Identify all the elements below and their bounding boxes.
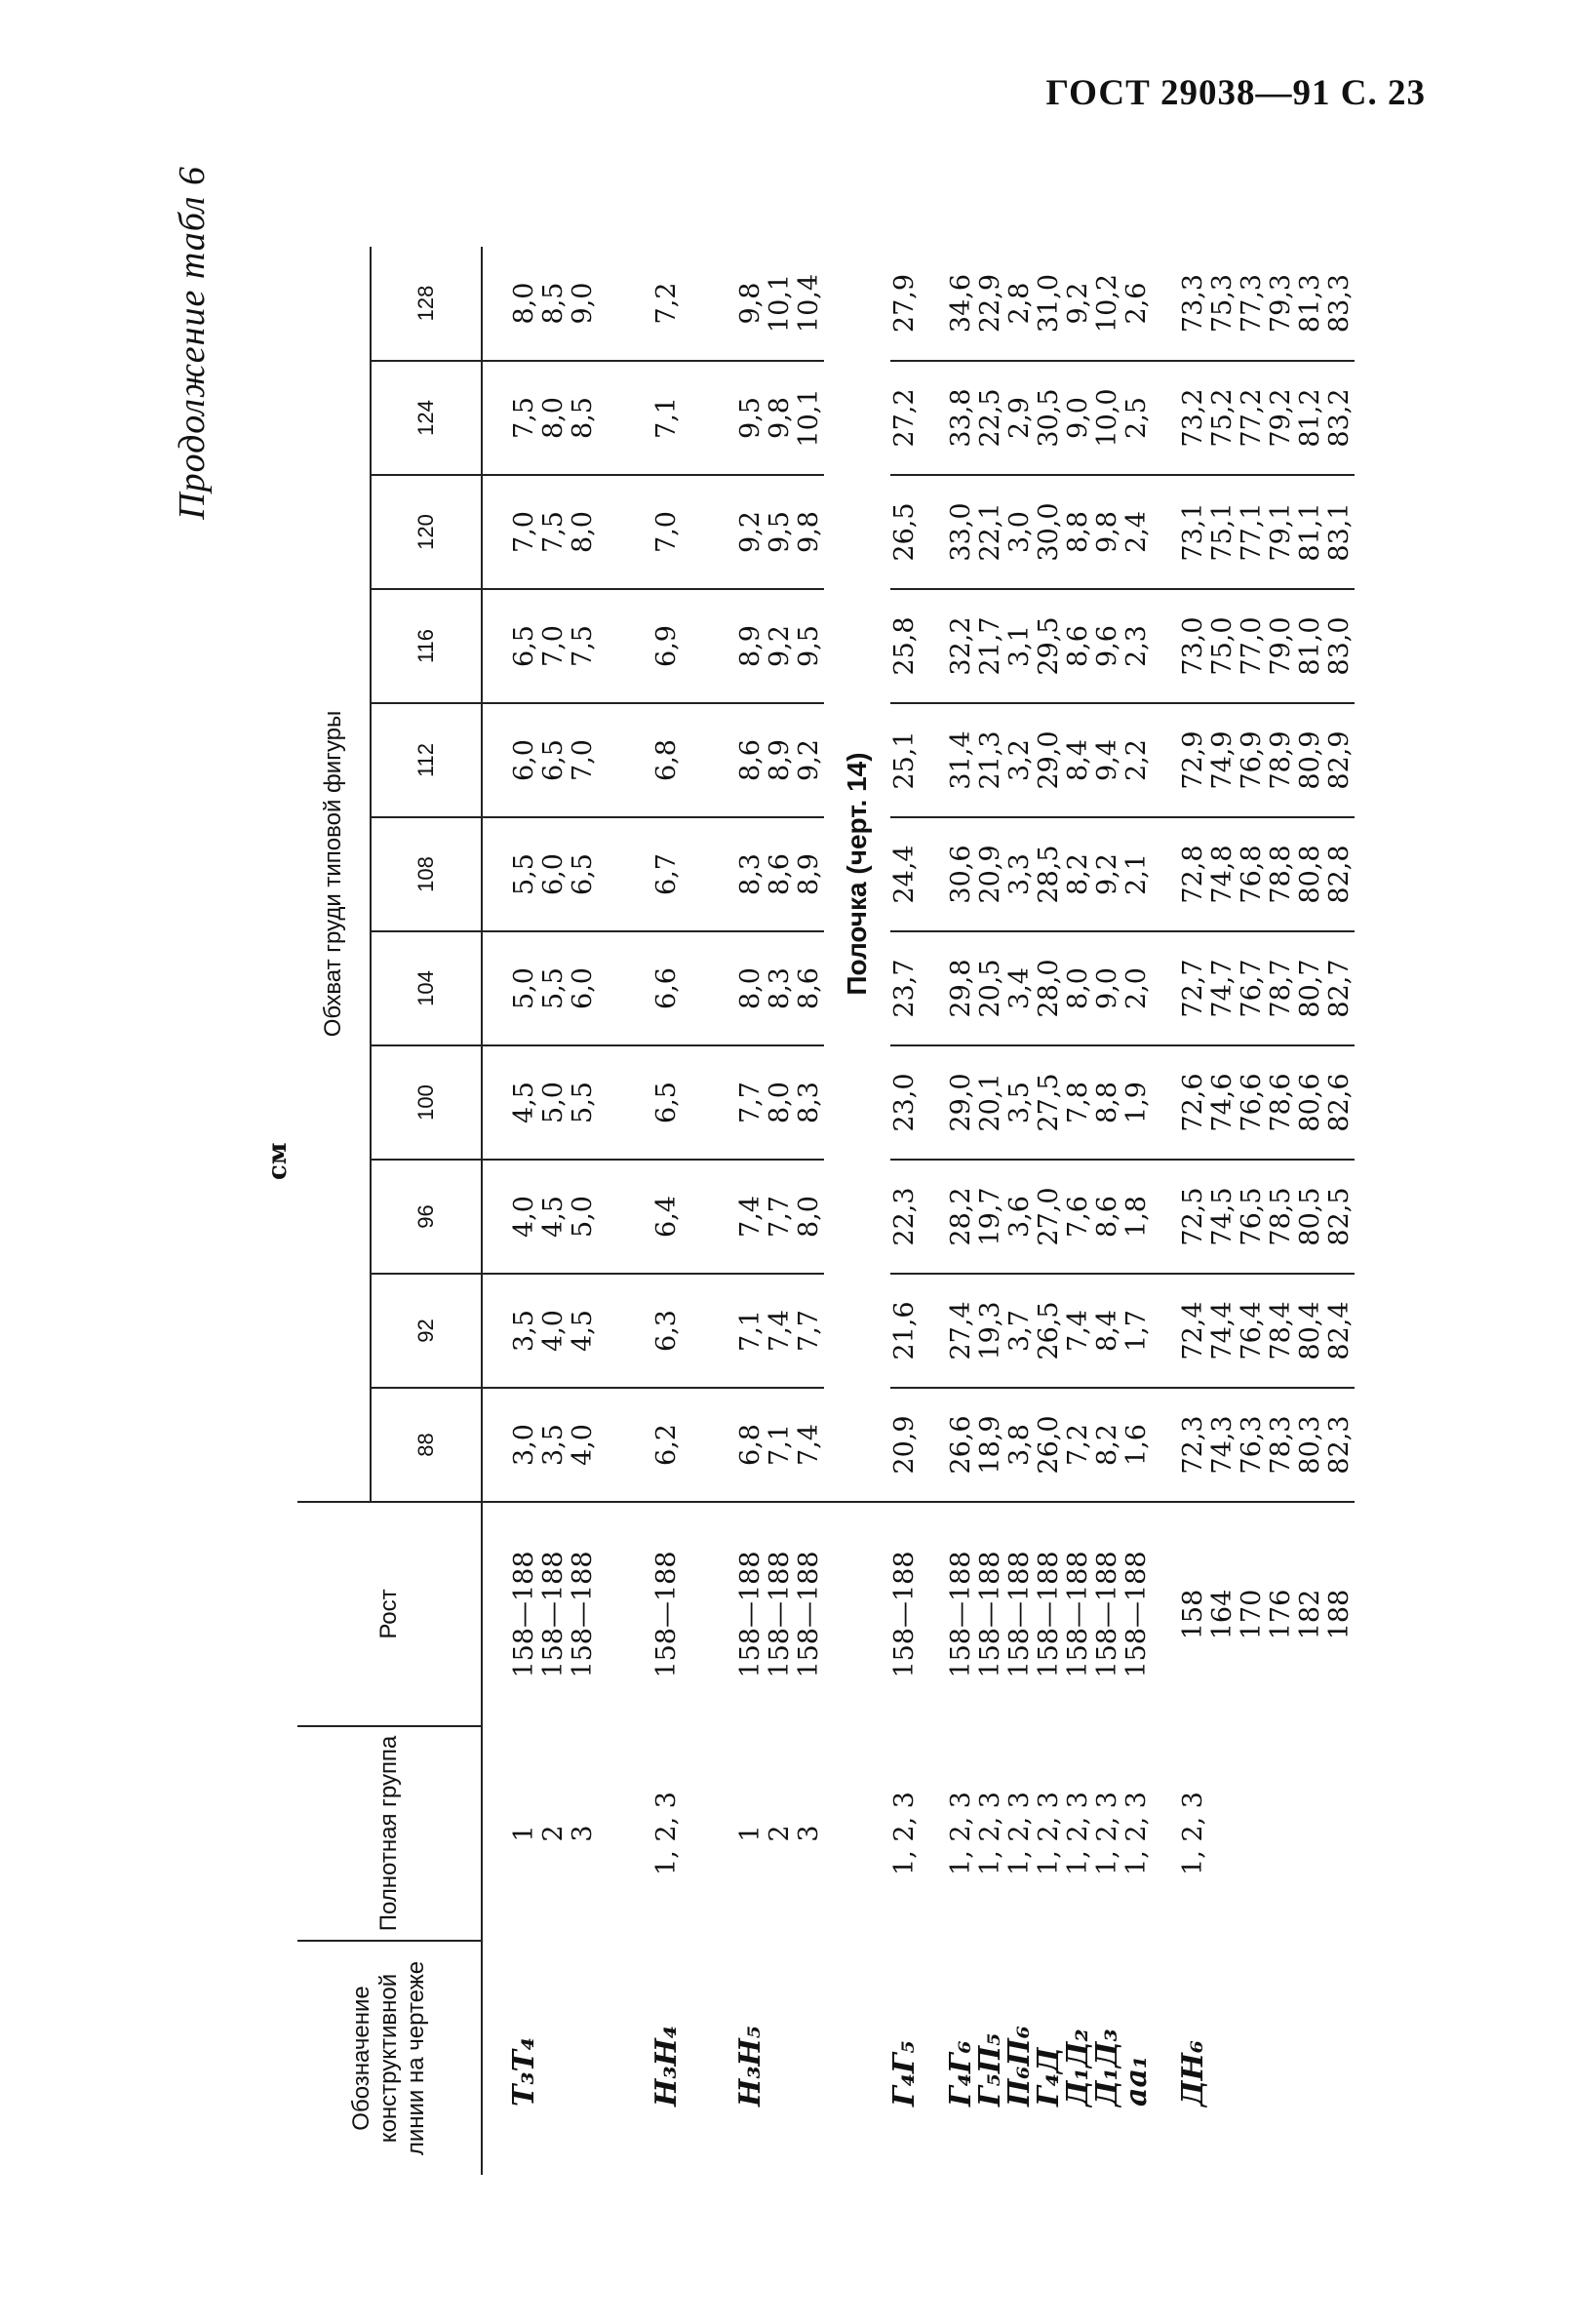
value-cell: 4,0 4,5 5,0 <box>510 1160 598 1274</box>
spacer-cell <box>682 589 709 703</box>
fullness-group: 1 2 3 <box>509 1825 598 1842</box>
value-cell: 73,2 75,2 77,2 79,2 81,2 83,2 <box>1179 361 1355 475</box>
spacer-cell <box>682 1160 709 1274</box>
fullness-group: 1, 2, 3 <box>889 1792 920 1875</box>
fullness-group: 1, 2, 3 1, 2, 3 1, 2, 3 1, 2, 3 1, 2, 3 1, 2, 3 1, 2, 3 <box>946 1792 1152 1875</box>
table-row <box>510 247 598 2175</box>
row-spacer <box>682 247 709 2175</box>
spacer-cell <box>1152 817 1179 931</box>
table-row <box>947 247 1152 2175</box>
value-cell: 6,4 <box>652 1160 682 1274</box>
spacer-cell <box>682 1045 709 1160</box>
spacer-cell <box>709 247 736 361</box>
value-cell: 73,1 75,1 77,1 79,1 81,1 83,1 <box>1179 475 1355 589</box>
measurement-table <box>297 247 1355 2175</box>
spacer-cell <box>1152 1726 1179 1941</box>
value-cell: 7,1 <box>652 361 682 475</box>
spacer-cell <box>482 1274 510 1388</box>
spacer-cell <box>709 1274 736 1388</box>
value-cell: 3,0 3,5 4,0 <box>510 1388 598 1502</box>
value-cell: 25,1 <box>890 703 920 817</box>
spacer-cell <box>709 361 736 475</box>
spacer-cell <box>1152 1941 1179 2175</box>
spacer-cell <box>1152 1045 1179 1160</box>
spacer-cell <box>709 1502 736 1726</box>
line-designation: Г₄Г₆ Г₅П₅ П₆П₆ Г₄Д Д₁Д₂ Д₁Д₃ aa₁ <box>944 2026 1154 2107</box>
value-cell: 6,8 <box>652 703 682 817</box>
table-row <box>890 247 920 2175</box>
value-cell: 6,7 <box>652 817 682 931</box>
spacer-cell <box>625 1502 652 1726</box>
value-cell: 28,2 19,7 3,6 27,0 7,6 8,6 1,8 <box>947 1160 1152 1274</box>
section-title-polochka: Полочка (черт. 14) <box>842 752 872 996</box>
value-cell: 9,8 10,1 10,4 <box>735 273 824 334</box>
spacer-cell <box>625 931 652 1045</box>
spacer-cell <box>920 1941 947 2175</box>
table-row <box>736 247 824 2175</box>
spacer-cell <box>482 1941 510 2175</box>
spacer-cell <box>1152 1274 1179 1388</box>
spacer-cell <box>1152 931 1179 1045</box>
value-cell: 72,7 74,7 76,7 78,7 80,7 82,7 <box>1179 931 1355 1045</box>
table-caption: Продолжение табл 6 <box>172 166 213 520</box>
value-cell: 7,1 7,4 7,7 <box>736 1274 824 1388</box>
value-cell: 5,5 6,0 6,5 <box>510 817 598 931</box>
value-cell: 72,5 74,5 76,5 78,5 80,5 82,5 <box>1179 1160 1355 1274</box>
spacer-cell <box>625 1274 652 1388</box>
row-spacer <box>482 247 510 2175</box>
table-row <box>652 247 682 2175</box>
value-cell: 26,5 <box>890 475 920 589</box>
table-body <box>482 247 1355 2175</box>
value-cell: 34,6 22,9 2,8 31,0 9,2 10,2 2,6 <box>946 273 1152 334</box>
spacer-cell <box>482 703 510 817</box>
spacer-cell <box>682 703 709 817</box>
value-cell: 29,0 20,1 3,5 27,5 7,8 8,8 1,9 <box>947 1045 1152 1160</box>
value-cell: 5,0 5,5 6,0 <box>510 931 598 1045</box>
value-cell: 23,0 <box>890 1045 920 1160</box>
value-cell: 33,8 22,5 2,9 30,5 9,0 10,0 2,5 <box>947 361 1152 475</box>
spacer-cell <box>1152 1388 1179 1502</box>
value-cell: 32,2 21,7 3,1 29,5 8,6 9,6 2,3 <box>947 589 1152 703</box>
spacer-cell <box>920 361 947 475</box>
value-cell: 27,4 19,3 3,7 26,5 7,4 8,4 1,7 <box>947 1274 1152 1388</box>
spacer-cell <box>625 1388 652 1502</box>
size-header: 128 <box>371 247 482 361</box>
section-empty-cell <box>824 1941 890 2175</box>
value-cell: 73,3 75,3 77,3 79,3 81,3 83,3 <box>1178 273 1355 334</box>
rotated-table-page <box>171 146 1429 2175</box>
spacer-cell <box>598 1502 625 1726</box>
spacer-cell <box>482 1502 510 1726</box>
value-cell: 4,5 5,0 5,5 <box>510 1045 598 1160</box>
spacer-cell <box>709 931 736 1045</box>
spacer-cell <box>625 817 652 931</box>
height-range: 158—188 158—188 158—188 <box>510 1502 598 1726</box>
row-spacer <box>920 247 947 2175</box>
line-designation: H₃H₅ <box>733 2026 767 2107</box>
value-cell: 3,5 4,0 4,5 <box>510 1274 598 1388</box>
spacer-cell <box>625 1045 652 1160</box>
spacer-cell <box>598 361 625 475</box>
size-header: 104 <box>371 931 482 1045</box>
spacer-cell <box>709 817 736 931</box>
spacer-cell <box>482 1726 510 1941</box>
spacer-cell <box>598 1941 625 2175</box>
value-cell: 22,3 <box>890 1160 920 1274</box>
value-cell: 72,8 74,8 76,8 78,8 80,8 82,8 <box>1179 817 1355 931</box>
value-cell: 6,5 <box>652 1045 682 1160</box>
value-cell: 8,3 8,6 8,9 <box>736 817 824 931</box>
value-cell: 24,4 <box>890 817 920 931</box>
value-cell: 6,6 <box>652 931 682 1045</box>
table-row <box>1179 247 1355 2175</box>
spacer-cell <box>482 589 510 703</box>
value-cell: 7,5 8,0 8,5 <box>510 361 598 475</box>
row-spacer <box>1152 247 1179 2175</box>
value-cell: 6,3 <box>652 1274 682 1388</box>
line-designation: Г₄Г₅ <box>887 2040 922 2107</box>
value-cell: 7,7 8,0 8,3 <box>736 1045 824 1160</box>
spacer-cell <box>1152 247 1179 361</box>
spacer-cell <box>625 475 652 589</box>
value-cell: 9,5 9,8 10,1 <box>736 361 824 475</box>
spacer-cell <box>598 931 625 1045</box>
value-cell: 8,0 8,5 9,0 <box>509 282 598 325</box>
spacer-cell <box>625 361 652 475</box>
spacer-cell <box>598 1726 625 1941</box>
row-spacer <box>709 247 736 2175</box>
spacer-cell <box>920 475 947 589</box>
spacer-cell <box>1152 475 1179 589</box>
spacer-cell <box>709 1726 736 1941</box>
size-header: 112 <box>371 703 482 817</box>
value-cell: 7,0 <box>652 475 682 589</box>
spacer-cell <box>920 1274 947 1388</box>
spacer-cell <box>682 1502 709 1726</box>
header-group-column: Полнотная группа <box>297 1726 482 1941</box>
spacer-cell <box>709 589 736 703</box>
spacer-cell <box>920 931 947 1045</box>
spacer-cell <box>682 817 709 931</box>
value-cell: 72,9 74,9 76,9 78,9 80,9 82,9 <box>1179 703 1355 817</box>
value-cell: 8,0 8,3 8,6 <box>736 931 824 1045</box>
value-cell: 6,2 <box>652 1388 682 1502</box>
value-cell: 20,9 <box>890 1388 920 1502</box>
spacer-cell <box>709 703 736 817</box>
spacer-cell <box>920 1726 947 1941</box>
page-header: ГОСТ 29038—91 С. 23 <box>1045 73 1426 113</box>
fullness-group: 1, 2, 3 <box>1178 1792 1208 1875</box>
value-cell: 21,6 <box>890 1274 920 1388</box>
spacer-cell <box>598 1274 625 1388</box>
spacer-cell <box>625 1160 652 1274</box>
value-cell: 73,0 75,0 77,0 79,0 81,0 83,0 <box>1179 589 1355 703</box>
size-header: 124 <box>371 361 482 475</box>
section-empty-cell <box>824 1726 890 1941</box>
spacer-cell <box>598 247 625 361</box>
spacer-cell <box>625 1941 652 2175</box>
spacer-cell <box>920 589 947 703</box>
spacer-cell <box>682 361 709 475</box>
value-cell: 31,4 21,3 3,2 29,0 8,4 9,4 2,2 <box>947 703 1152 817</box>
spacer-cell <box>598 1388 625 1502</box>
size-header: 92 <box>371 1274 482 1388</box>
spacer-cell <box>482 247 510 361</box>
value-cell: 7,2 <box>651 282 682 325</box>
spacer-cell <box>920 1502 947 1726</box>
value-cell: 7,4 7,7 8,0 <box>736 1160 824 1274</box>
spacer-cell <box>709 1160 736 1274</box>
height-range: 158—188 <box>652 1502 682 1726</box>
spacer-cell <box>709 475 736 589</box>
unit-label: см <box>263 1142 293 1180</box>
value-cell: 33,0 22,1 3,0 30,0 8,8 9,8 2,4 <box>947 475 1152 589</box>
value-cell: 8,9 9,2 9,5 <box>736 589 824 703</box>
spacer-cell <box>682 1274 709 1388</box>
size-header: 100 <box>371 1045 482 1160</box>
value-cell: 27,9 <box>889 273 920 334</box>
spacer-cell <box>682 247 709 361</box>
value-cell: 72,3 74,3 76,3 78,3 80,3 82,3 <box>1179 1388 1355 1502</box>
value-cell: 6,5 7,0 7,5 <box>510 589 598 703</box>
spacer-cell <box>1152 703 1179 817</box>
section-empty-cell <box>824 1502 890 1726</box>
height-range: 158 164 170 176 182 188 <box>1179 1502 1355 1726</box>
spacer-cell <box>920 1045 947 1160</box>
spacer-cell <box>482 1388 510 1502</box>
value-cell: 27,2 <box>890 361 920 475</box>
spacer-cell <box>1152 361 1179 475</box>
value-cell: 25,8 <box>890 589 920 703</box>
size-header: 120 <box>371 475 482 589</box>
spacer-cell <box>920 817 947 931</box>
row-spacer <box>598 247 625 2175</box>
spacer-cell <box>625 247 652 361</box>
value-cell: 30,6 20,9 3,3 28,5 8,2 9,2 2,1 <box>947 817 1152 931</box>
spacer-cell <box>482 475 510 589</box>
spacer-cell <box>682 475 709 589</box>
value-cell: 7,0 7,5 8,0 <box>510 475 598 589</box>
line-designation: H₃H₄ <box>649 2026 684 2107</box>
spacer-cell <box>598 703 625 817</box>
fullness-group: 1, 2, 3 <box>651 1792 682 1875</box>
spacer-cell <box>598 1160 625 1274</box>
spacer-cell <box>625 589 652 703</box>
row-spacer <box>625 247 652 2175</box>
value-cell: 26,6 18,9 3,8 26,0 7,2 8,2 1,6 <box>947 1388 1152 1502</box>
header-chest-girth: Обхват груди типовой фигуры <box>297 247 371 1502</box>
size-header: 116 <box>371 589 482 703</box>
size-header: 88 <box>371 1388 482 1502</box>
value-cell: 8,6 8,9 9,2 <box>736 703 824 817</box>
spacer-cell <box>482 1045 510 1160</box>
value-cell: 6,0 6,5 7,0 <box>510 703 598 817</box>
height-range: 158—188 <box>890 1502 920 1726</box>
spacer-cell <box>709 1388 736 1502</box>
line-designation: ДН₆ <box>1176 2039 1210 2107</box>
spacer-cell <box>482 361 510 475</box>
spacer-cell <box>598 1045 625 1160</box>
spacer-cell <box>1152 1160 1179 1274</box>
fullness-group: 1 2 3 <box>735 1825 824 1842</box>
spacer-cell <box>920 1388 947 1502</box>
value-cell: 23,7 <box>890 931 920 1045</box>
spacer-cell <box>598 817 625 931</box>
spacer-cell <box>709 1045 736 1160</box>
spacer-cell <box>1152 1502 1179 1726</box>
spacer-cell <box>625 1726 652 1941</box>
spacer-cell <box>682 1388 709 1502</box>
spacer-cell <box>482 931 510 1045</box>
spacer-cell <box>598 475 625 589</box>
value-cell: 6,8 7,1 7,4 <box>736 1388 824 1502</box>
spacer-cell <box>682 1726 709 1941</box>
header-height-column: Рост <box>297 1502 482 1726</box>
spacer-cell <box>625 703 652 817</box>
spacer-cell <box>482 1160 510 1274</box>
spacer-cell <box>1152 589 1179 703</box>
spacer-cell <box>920 1160 947 1274</box>
header-label-column: Обозначение конструктивной линии на чертеже <box>297 1941 482 2175</box>
value-cell: 29,8 20,5 3,4 28,0 8,0 9,0 2,0 <box>947 931 1152 1045</box>
spacer-cell <box>920 703 947 817</box>
value-cell: 9,2 9,5 9,8 <box>736 475 824 589</box>
line-designation: T₃T₄ <box>507 2037 541 2107</box>
spacer-cell <box>682 931 709 1045</box>
spacer-cell <box>920 247 947 361</box>
spacer-cell <box>682 1941 709 2175</box>
spacer-cell <box>709 1941 736 2175</box>
height-range: 158—188 158—188 158—188 158—188 158—188 158—188 158—188 <box>947 1502 1152 1726</box>
height-range: 158—188 158—188 158—188 <box>736 1502 824 1726</box>
value-cell: 6,9 <box>652 589 682 703</box>
size-header: 96 <box>371 1160 482 1274</box>
size-header: 108 <box>371 817 482 931</box>
spacer-cell <box>482 817 510 931</box>
section-row <box>824 247 890 2175</box>
spacer-cell <box>598 589 625 703</box>
value-cell: 72,4 74,4 76,4 78,4 80,4 82,4 <box>1179 1274 1355 1388</box>
value-cell: 72,6 74,6 76,6 78,6 80,6 82,6 <box>1179 1045 1355 1160</box>
